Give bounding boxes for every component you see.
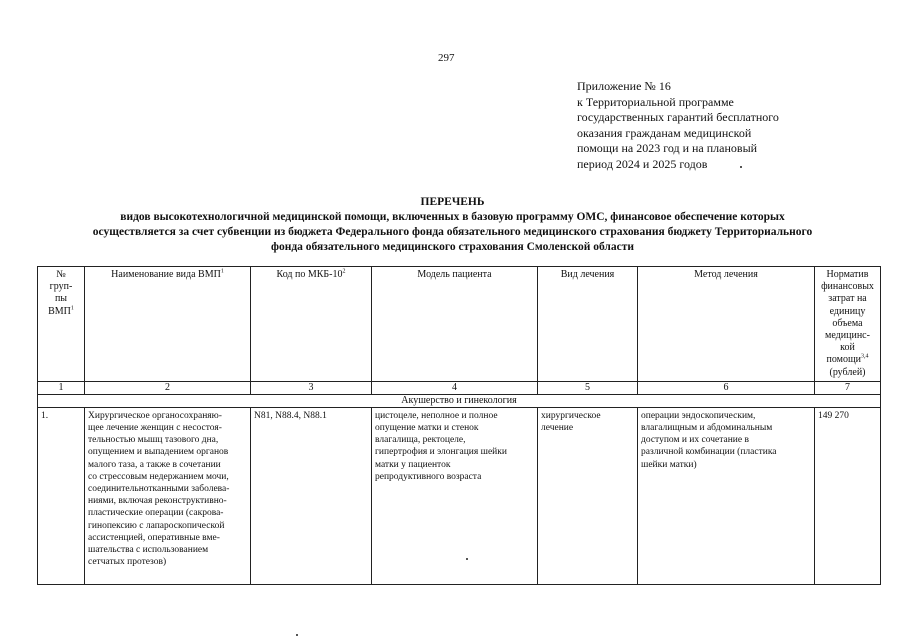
scan-speck [740,166,742,168]
row-cost-norm: 149 270 [815,407,881,584]
table-row [38,407,881,584]
row-icd-codes: N81, N88.4, N88.1 [251,407,372,584]
header-patient-model: Модель пациента [372,267,538,382]
column-number: 7 [815,381,881,394]
annex-line: государственных гарантий бесплатного [577,110,779,125]
row-treatment-method: операции эндоскопическим, влагалищным и абдоминальным доступом и их сочетание в различной комбинации (пластика шейки матки) [638,407,815,584]
title-line: осуществляется за счет субвенции из бюджета Федерального фонда обязательного медицинского страхования бюджету Территориального [92,226,813,238]
vmp-table [37,266,881,585]
header-vmp-name: Наименование вида ВМП$^1$ [85,267,251,382]
column-number: 5 [538,381,638,394]
page-number: 297 [438,52,455,64]
row-patient-model: цистоцеле, неполное и полное опущение матки и стенок влагалища, ректоцеле, гипертрофия и элонгация шейки матки у пациенток репродуктивного возраста [372,407,538,584]
row-vmp-name: Хирургическое органосохраняю- щее лечение женщин с несостоя- тельностью мышц тазового дна, опущением и выпадением органов малого таза, а также в сочетании со стрессовым недержанием мочи, соединительнотканными заболева- ниями, включая реконструктивно- пластические операции (сакрова- гинопексию с лапароскопической ассистенцией, оперативные вме- шательства с использованием сетчатых протезов) [85,407,251,584]
annex-line: помощи на 2023 год и на плановый [577,141,758,156]
column-number: 6 [638,381,815,394]
table-header-row [38,267,881,382]
annex-line: оказания гражданам медицинской [577,125,752,140]
column-number: 1 [38,381,85,394]
header-icd-code: Код по МКБ-$10^2$ [251,267,372,382]
annex-block [577,79,779,173]
header-cost-norm: Норматив финансовых затрат на единицу объема медицинс- кой помощи$^{3,4}$ (рублей) [815,267,881,382]
column-number: 2 [85,381,251,394]
title-line: фонда обязательного медицинского страхования Смоленской области [270,241,635,253]
header-group-number: № груп- пы ВМП$^1$ [38,267,85,382]
title-heading: ПЕРЕЧЕНЬ [420,196,485,208]
column-number: 3 [251,381,372,394]
section-title: Акушерство и гинекология [38,394,881,407]
annex-line: к Территориальной программе [577,94,734,109]
section-row [38,394,881,407]
row-treatment-type: хирургическое лечение [538,407,638,584]
column-number: 4 [372,381,538,394]
title-line: видов высокотехнологичной медицинской помощи, включенных в базовую программу ОМС, финансовое обеспечение которых [120,211,785,223]
scan-speck [466,558,468,560]
row-number: 1. [38,407,85,584]
annex-line: Приложение № 16 [577,79,671,93]
document-title [0,195,905,255]
scan-speck [296,634,298,636]
header-treatment-type: Вид лечения [538,267,638,382]
column-number-row [38,381,881,394]
annex-line: период 2024 и 2025 годов [577,156,708,171]
header-treatment-method: Метод лечения [638,267,815,382]
